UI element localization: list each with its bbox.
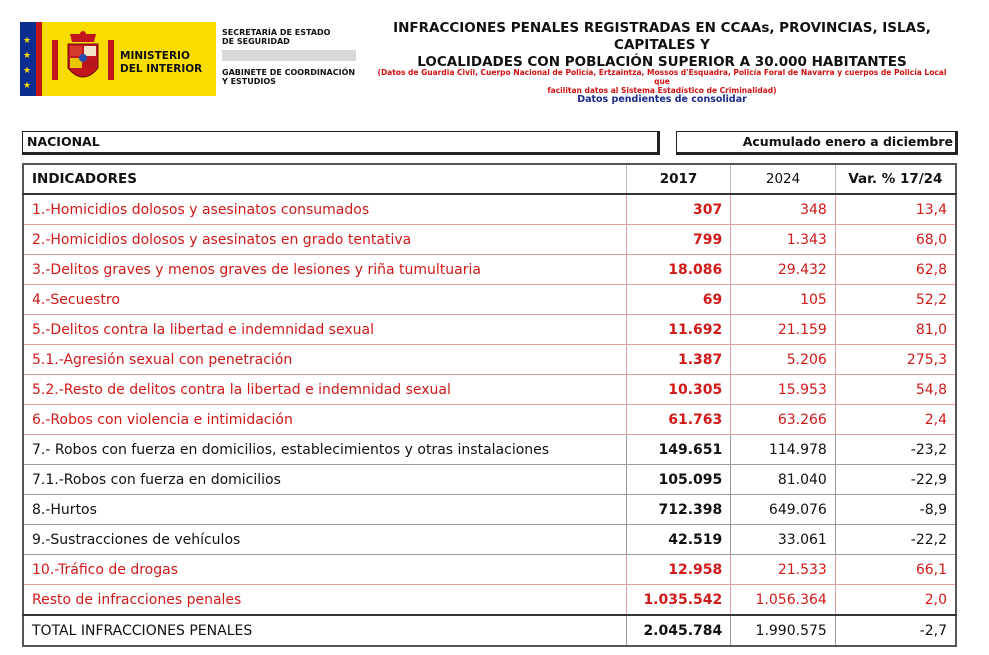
table-row bbox=[23, 375, 956, 405]
value-2024: 63.266 bbox=[731, 405, 836, 435]
indicator-label: Resto de infracciones penales bbox=[23, 585, 626, 616]
value-variation: 68,0 bbox=[835, 225, 956, 255]
secretaria-label: SECRETARÍA DE ESTADO DE SEGURIDAD bbox=[222, 28, 331, 46]
value-2017: 11.692 bbox=[626, 315, 731, 345]
value-2024: 15.953 bbox=[731, 375, 836, 405]
indicators-table bbox=[22, 163, 957, 647]
scope-label: NACIONAL bbox=[22, 131, 660, 155]
value-2024: 348 bbox=[731, 194, 836, 225]
value-2017: 18.086 bbox=[626, 255, 731, 285]
value-2017: 307 bbox=[626, 194, 731, 225]
value-2024: 1.343 bbox=[731, 225, 836, 255]
indicator-label: 7.- Robos con fuerza en domicilios, establecimientos y otras instalaciones bbox=[23, 435, 626, 465]
gabinete-label: GABINETE DE COORDINACIÓN Y ESTUDIOS bbox=[222, 68, 356, 86]
indicator-label: 7.1.-Robos con fuerza en domicilios bbox=[23, 465, 626, 495]
table-row bbox=[23, 435, 956, 465]
value-variation: 52,2 bbox=[835, 285, 956, 315]
value-variation: 54,8 bbox=[835, 375, 956, 405]
table-row bbox=[23, 525, 956, 555]
value-2017: 799 bbox=[626, 225, 731, 255]
indicator-label: 1.-Homicidios dolosos y asesinatos consumados bbox=[23, 194, 626, 225]
table-row bbox=[23, 255, 956, 285]
value-2024: 114.978 bbox=[731, 435, 836, 465]
table-body bbox=[23, 194, 956, 646]
value-variation: -8,9 bbox=[835, 495, 956, 525]
value-2017: 61.763 bbox=[626, 405, 731, 435]
ministry-logo bbox=[20, 22, 216, 96]
value-2017: 10.305 bbox=[626, 375, 731, 405]
value-2024: 1.056.364 bbox=[731, 585, 836, 616]
table-row bbox=[23, 315, 956, 345]
header-divider bbox=[222, 50, 356, 61]
indicator-label: 3.-Delitos graves y menos graves de lesiones y riña tumultuaria bbox=[23, 255, 626, 285]
indicator-label: 8.-Hurtos bbox=[23, 495, 626, 525]
header-2017: 2017 bbox=[626, 164, 731, 194]
indicator-label: 5.2.-Resto de delitos contra la libertad e indemnidad sexual bbox=[23, 375, 626, 405]
indicator-label: 5.-Delitos contra la libertad e indemnidad sexual bbox=[23, 315, 626, 345]
value-variation: 66,1 bbox=[835, 555, 956, 585]
value-variation: -23,2 bbox=[835, 435, 956, 465]
value-2024: 21.533 bbox=[731, 555, 836, 585]
header-indicadores: INDICADORES bbox=[23, 164, 626, 194]
total-2024: 1.990.575 bbox=[731, 615, 836, 646]
value-2024: 29.432 bbox=[731, 255, 836, 285]
table-row bbox=[23, 405, 956, 435]
value-variation: 2,4 bbox=[835, 405, 956, 435]
indicator-label: 5.1.-Agresión sexual con penetración bbox=[23, 345, 626, 375]
table-row bbox=[23, 585, 956, 616]
total-label: TOTAL INFRACCIONES PENALES bbox=[23, 615, 626, 646]
value-variation: 81,0 bbox=[835, 315, 956, 345]
period-label: Acumulado enero a diciembre bbox=[676, 131, 958, 155]
source-note: (Datos de Guardia Civil, Cuerpo Nacional de Policía, Ertzaintza, Mossos d'Esquadra, Policía Foral de Navarra y cuerpos de Policía Local que facilitan datos al Sistema Estadístico de Criminalidad) bbox=[377, 68, 947, 95]
coat-of-arms-icon bbox=[48, 30, 118, 90]
value-variation: -22,2 bbox=[835, 525, 956, 555]
header-variation: Var. % 17/24 bbox=[835, 164, 956, 194]
value-variation: 13,4 bbox=[835, 194, 956, 225]
value-2017: 1.387 bbox=[626, 345, 731, 375]
value-2024: 33.061 bbox=[731, 525, 836, 555]
value-2024: 105 bbox=[731, 285, 836, 315]
table-header-row bbox=[23, 164, 956, 194]
red-stripe bbox=[36, 22, 42, 96]
ministry-name: MINISTERIO DEL INTERIOR bbox=[120, 50, 203, 75]
indicator-label: 2.-Homicidios dolosos y asesinatos en grado tentativa bbox=[23, 225, 626, 255]
indicator-label: 10.-Tráfico de drogas bbox=[23, 555, 626, 585]
value-2024: 81.040 bbox=[731, 465, 836, 495]
value-2017: 1.035.542 bbox=[626, 585, 731, 616]
value-2024: 5.206 bbox=[731, 345, 836, 375]
table-row bbox=[23, 555, 956, 585]
total-2017: 2.045.784 bbox=[626, 615, 731, 646]
table-row bbox=[23, 285, 956, 315]
eu-flag-stripe bbox=[20, 22, 36, 96]
indicator-label: 9.-Sustracciones de vehículos bbox=[23, 525, 626, 555]
value-2024: 21.159 bbox=[731, 315, 836, 345]
value-variation: 2,0 bbox=[835, 585, 956, 616]
header-2024: 2024 bbox=[731, 164, 836, 194]
table-row bbox=[23, 345, 956, 375]
value-2017: 105.095 bbox=[626, 465, 731, 495]
value-2024: 649.076 bbox=[731, 495, 836, 525]
total-variation: -2,7 bbox=[835, 615, 956, 646]
value-variation: -22,9 bbox=[835, 465, 956, 495]
table-row bbox=[23, 194, 956, 225]
value-variation: 275,3 bbox=[835, 345, 956, 375]
value-2017: 712.398 bbox=[626, 495, 731, 525]
star-icons: ★ ★ ★ ★ bbox=[23, 36, 32, 91]
table-row bbox=[23, 495, 956, 525]
table-row bbox=[23, 225, 956, 255]
page-title: INFRACCIONES PENALES REGISTRADAS EN CCAAs, PROVINCIAS, ISLAS, CAPITALES Y LOCALIDADES CON POBLACIÓN SUPERIOR A 30.000 HABITANTES bbox=[393, 20, 931, 70]
indicator-label: 6.-Robos con violencia e intimidación bbox=[23, 405, 626, 435]
pending-note: Datos pendientes de consolidar bbox=[577, 94, 747, 105]
table-row bbox=[23, 465, 956, 495]
value-2017: 69 bbox=[626, 285, 731, 315]
value-2017: 149.651 bbox=[626, 435, 731, 465]
indicator-label: 4.-Secuestro bbox=[23, 285, 626, 315]
value-2017: 12.958 bbox=[626, 555, 731, 585]
value-2017: 42.519 bbox=[626, 525, 731, 555]
value-variation: 62,8 bbox=[835, 255, 956, 285]
total-row bbox=[23, 615, 956, 646]
